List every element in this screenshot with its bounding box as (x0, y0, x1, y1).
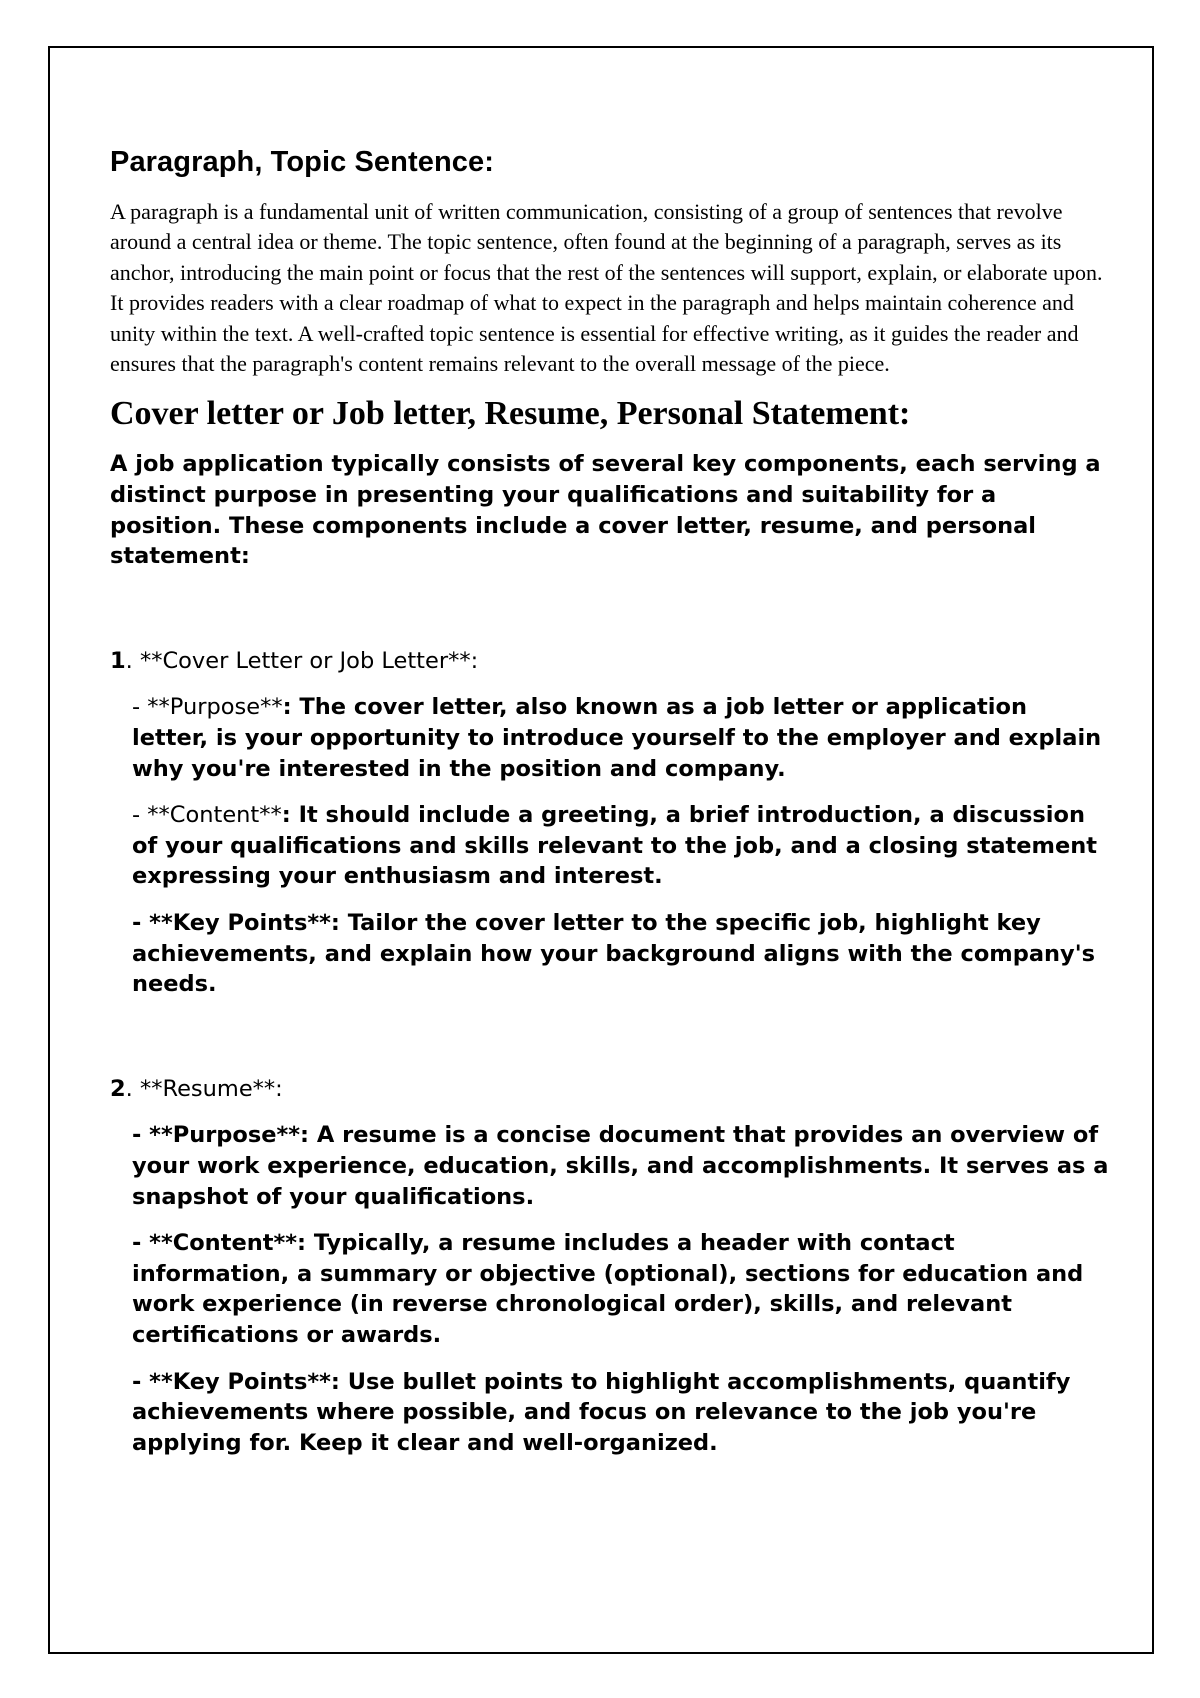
item-1-number: 1 (110, 647, 126, 674)
item-1-title (110, 646, 1110, 677)
item-2-purpose: - **Purpose**: A resume is a concise document that provides an overview of your work experience, education, skills, and accomplishments. It serves as a snapshot of your qualifications. (132, 1122, 1109, 1210)
item-1-content (110, 800, 1110, 892)
section-heading-paragraph: Paragraph, Topic Sentence: (110, 146, 494, 178)
item-2-number: 2 (110, 1075, 126, 1102)
item-1-purpose-text: : The cover letter, also known as a job letter or application letter, is your opportunity to introduce yourself to the employer and explain why you're interested in the position and company. (132, 694, 1102, 782)
item-1-keypoints: - **Key Points**: Tailor the cover letter to the specific job, highlight key achievements, and explain how your background aligns with the company's needs. (132, 909, 1095, 998)
item-2-title-text: . **Resume**: (125, 1075, 283, 1102)
item-1-purpose (110, 692, 1110, 784)
item-2-keypoints: - **Key Points**: Use bullet points to highlight accomplishments, quantify achievements where possible, and focus on relevance to the job you're applying for. Keep it clear and well-organized. (132, 1368, 1071, 1456)
item-2-title (110, 1074, 1110, 1105)
paragraph-body: A paragraph is a fundamental unit of written communication, consisting of a group of sentences that revolve around a central idea or theme. The topic sentence, often found at the beginning of a paragraph, serves as its anchor, introducing the main point or focus that the rest of the sentences will support, explain, or elaborate upon. It provides readers with a clear roadmap of what to expect in the paragraph and helps maintain coherence and unity within the text. A well-crafted topic sentence is essential for effective writing, as it guides the reader and ensures that the paragraph's content remains relevant to the overall message of the piece. (110, 199, 1103, 377)
section-heading-application: Cover letter or Job letter, Resume, Personal Statement: (110, 395, 911, 433)
item-1-title-text: . **Cover Letter or Job Letter**: (125, 647, 479, 674)
item-2-content: - **Content**: Typically, a resume includes a header with contact information, a summary or objective (optional), sections for education and work experience (in reverse chronological order), skills, and relevant certifications or awards. (132, 1230, 1084, 1348)
document-body (110, 146, 1110, 1474)
application-intro: A job application typically consists of several key components, each serving a distinct purpose in presenting your qualifications and suitability for a position. These components include a cover letter, resume, and personal statement: (110, 451, 1101, 570)
item-1-purpose-label: - **Purpose** (132, 694, 283, 721)
item-1-content-label: - **Content** (132, 802, 282, 829)
item-1-content-text: : It should include a greeting, a brief introduction, a discussion of your qualifications and skills relevant to the job, and a closing statement expressing your enthusiasm and interest. (132, 802, 1098, 890)
